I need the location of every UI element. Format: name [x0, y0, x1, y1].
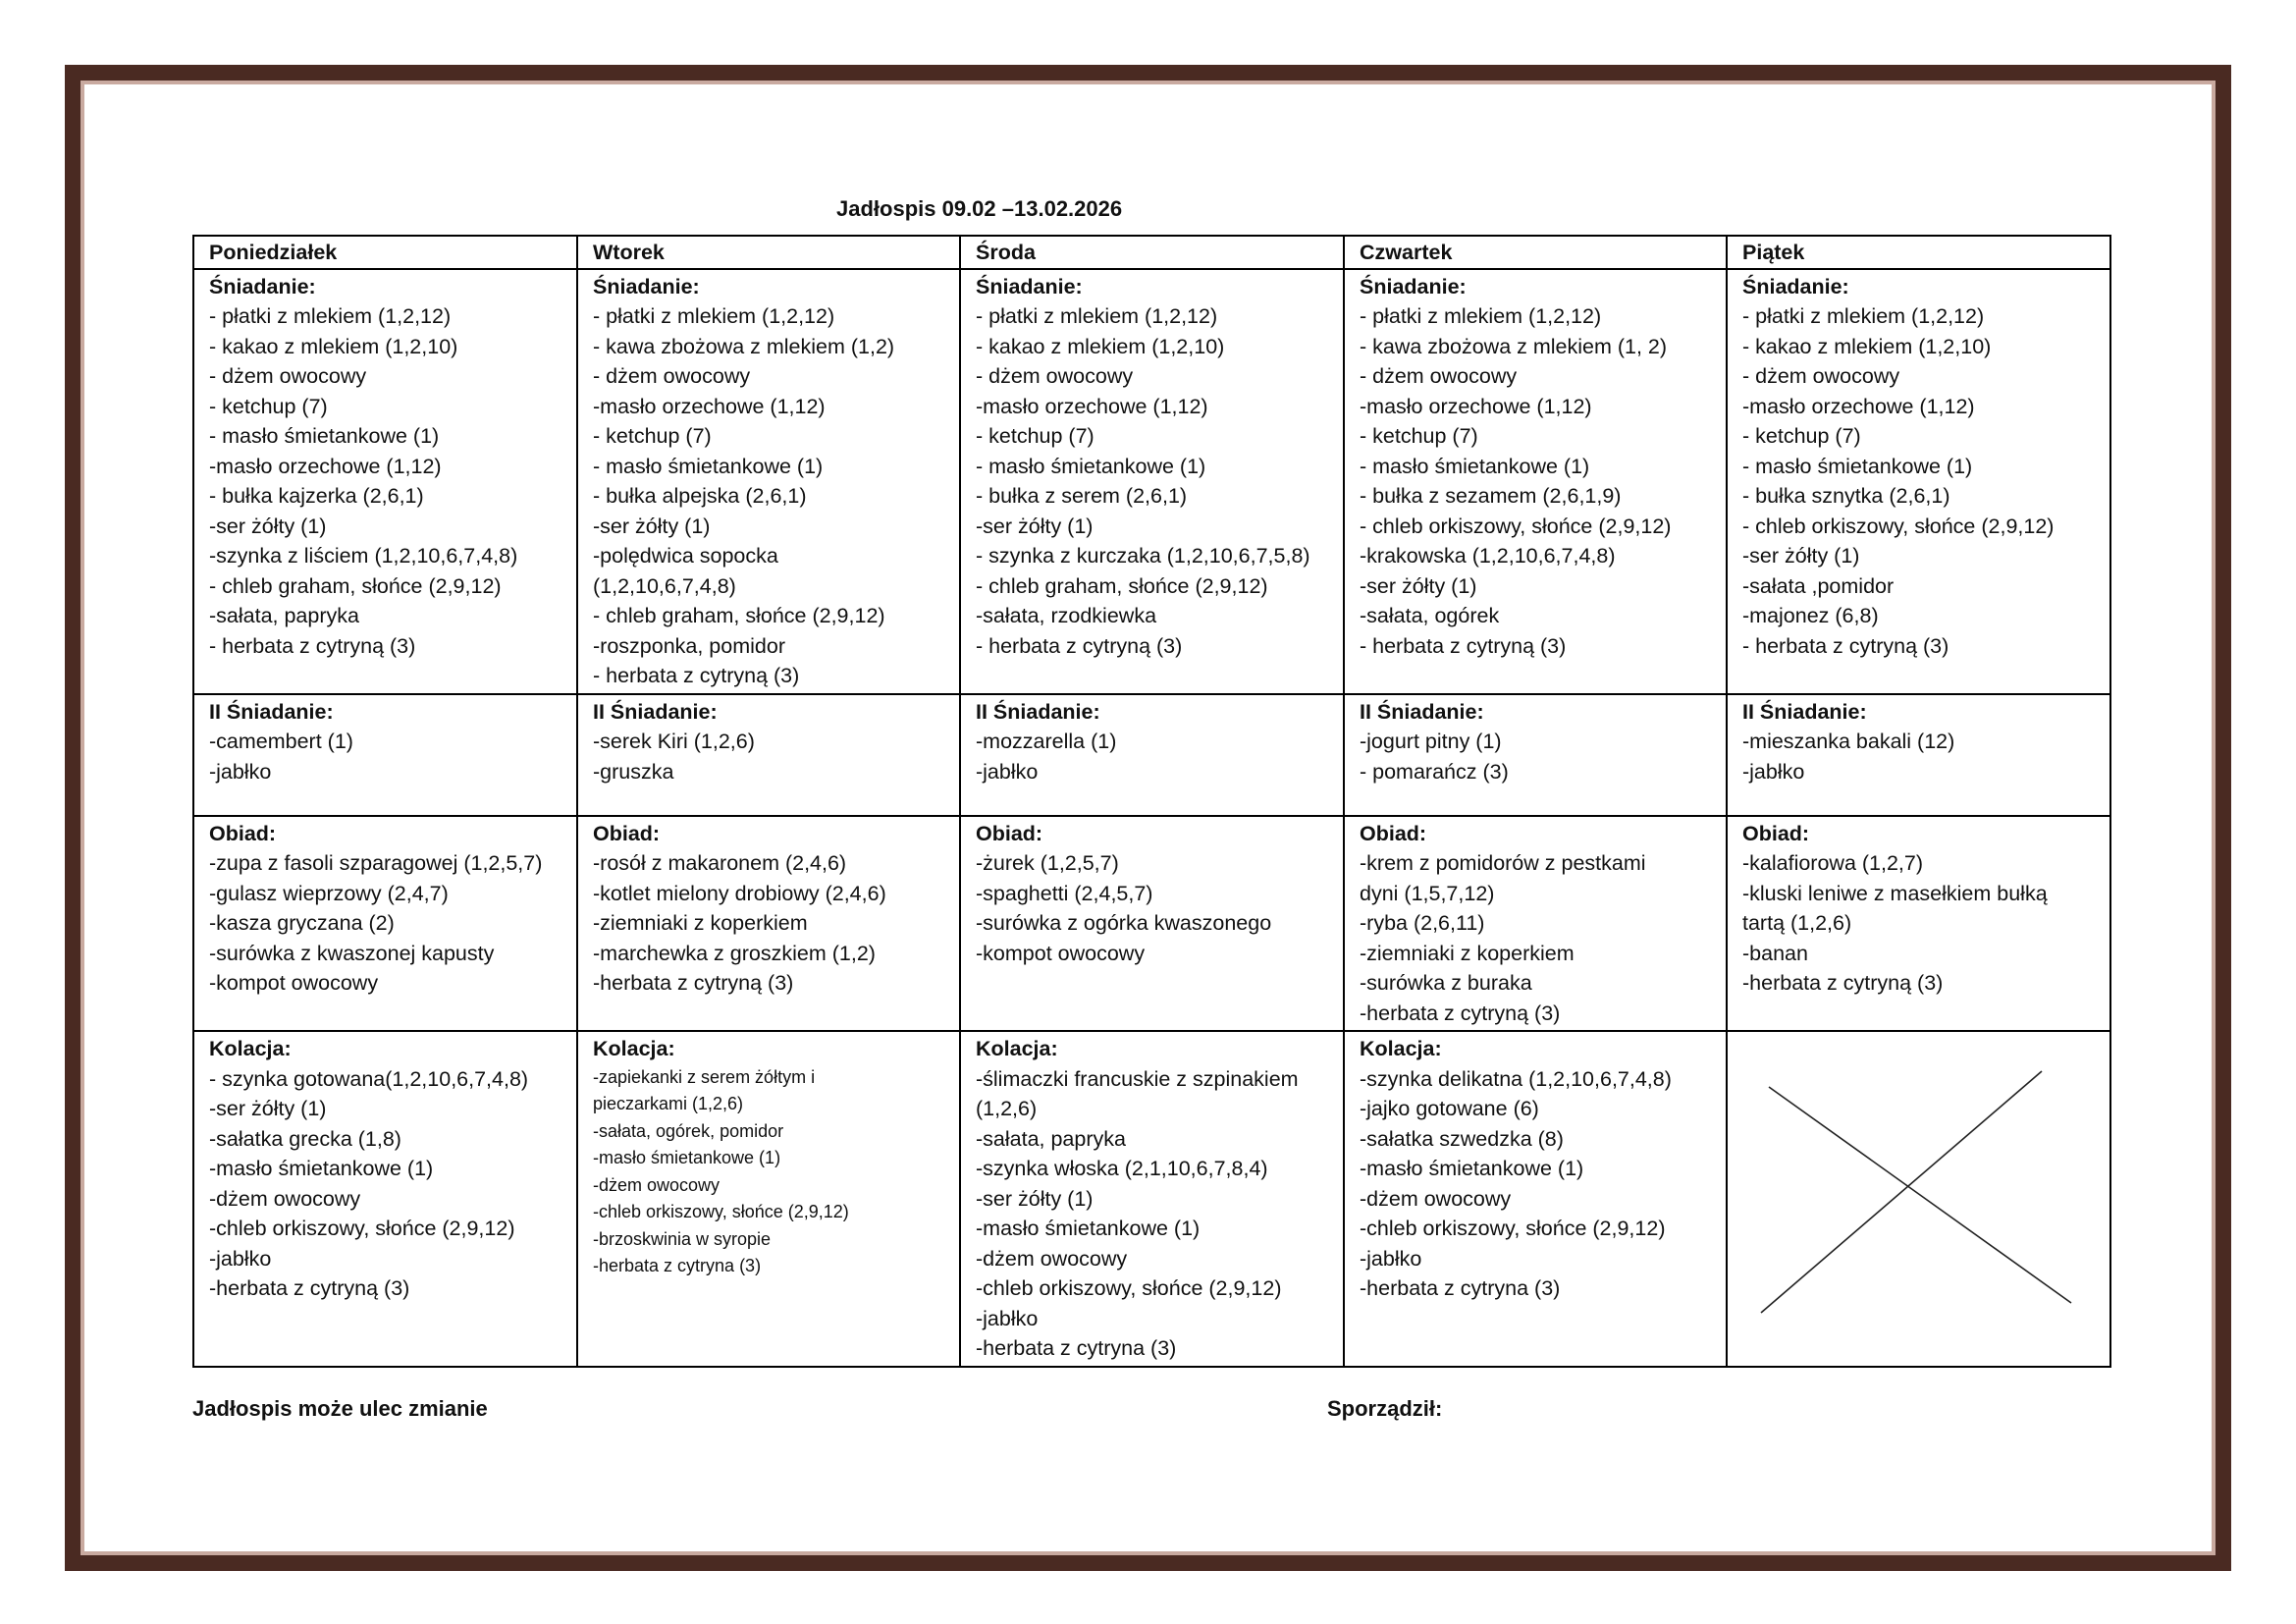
- meal-label: Obiad:: [209, 821, 277, 845]
- meal-cell: [1727, 269, 2110, 694]
- cross-line-2: [1761, 1071, 2042, 1313]
- menu-item: -ziemniaki z koperkiem: [593, 911, 808, 935]
- menu-item: -szynka z liściem (1,2,10,6,7,4,8): [209, 544, 518, 568]
- menu-item: -chleb orkiszowy, słońce (2,9,12): [209, 1217, 515, 1240]
- menu-item: -jabłko: [209, 759, 272, 784]
- menu-item: - chleb graham, słońce (2,9,12): [593, 604, 885, 627]
- menu-item: -herbata z cytryna (3): [593, 1256, 762, 1275]
- menu-item: -brzoskwinia w syropie: [593, 1228, 772, 1249]
- menu-item: - kawa zbożowa z mlekiem (1,2): [593, 334, 895, 358]
- menu-item: - ketchup (7): [1360, 424, 1478, 448]
- meal-cell: [577, 1031, 960, 1367]
- supper-row: [193, 1031, 2110, 1367]
- menu-item: -masło orzechowe (1,12): [593, 394, 826, 418]
- menu-item: -zupa z fasoli szparagowej (1,2,5,7): [209, 851, 543, 875]
- menu-item: -kalafiorowa (1,2,7): [1742, 851, 1924, 875]
- menu-item: -ryba (2,6,11): [1360, 911, 1485, 935]
- menu-item: -masło orzechowe (1,12): [1742, 394, 1975, 418]
- menu-item: -krem z pomidorów z pestkami: [1360, 851, 1646, 875]
- menu-item: - masło śmietankowe (1): [1742, 454, 1973, 478]
- menu-item: - masło śmietankowe (1): [1360, 454, 1590, 478]
- menu-item: -szynka włoska (2,1,10,6,7,8,4): [976, 1157, 1268, 1180]
- meal-label: Obiad:: [1742, 821, 1810, 845]
- menu-item: -herbata z cytryną (3): [209, 1276, 410, 1300]
- weekly-menu-table: [192, 235, 2111, 1368]
- menu-item: dyni (1,5,7,12): [1360, 881, 1495, 905]
- menu-item: -kotlet mielony drobiowy (2,4,6): [593, 881, 886, 905]
- menu-item: -mozzarella (1): [976, 730, 1117, 753]
- menu-item: -masło śmietankowe (1): [976, 1217, 1201, 1240]
- menu-item: -mieszanka bakali (12): [1742, 730, 1955, 753]
- menu-item: - płatki z mlekiem (1,2,12): [209, 304, 452, 328]
- menu-item: -szynka delikatna (1,2,10,6,7,4,8): [1360, 1066, 1672, 1091]
- menu-change-note: Jadłospis może ulec zmianie: [192, 1396, 488, 1421]
- table-header-row: [193, 236, 2110, 269]
- day-header-wednesday: Środa: [960, 236, 1344, 269]
- menu-item: - ketchup (7): [209, 394, 328, 418]
- breakfast-row: [193, 269, 2110, 694]
- meal-cell: [1344, 1031, 1727, 1367]
- menu-item: -ser żółty (1): [209, 514, 327, 538]
- menu-item: -jabłko: [976, 1306, 1039, 1330]
- meal-label: Śniadanie:: [593, 274, 700, 298]
- meal-cell: [1727, 816, 2110, 1032]
- menu-item: -serek Kiri (1,2,6): [593, 730, 755, 753]
- meal-label: Śniadanie:: [1360, 274, 1467, 298]
- meal-cell: [193, 269, 577, 694]
- menu-item: -gulasz wieprzowy (2,4,7): [209, 881, 449, 905]
- meal-label: Śniadanie:: [976, 274, 1083, 298]
- menu-item: -ser żółty (1): [976, 1186, 1094, 1211]
- menu-item: - kakao z mlekiem (1,2,10): [976, 334, 1225, 358]
- menu-item: -zapiekanki z serem żółtym i: [593, 1066, 816, 1087]
- meal-cell: [193, 694, 577, 816]
- meal-label: Kolacja:: [976, 1037, 1058, 1060]
- menu-item: -sałatka szwedzka (8): [1360, 1126, 1564, 1151]
- menu-item: - herbata z cytryną (3): [209, 633, 416, 658]
- menu-item: -sałata, ogórek: [1360, 604, 1500, 627]
- meal-label: Kolacja:: [209, 1037, 292, 1060]
- menu-item: - ketchup (7): [1742, 424, 1861, 448]
- menu-item: -jabłko: [1360, 1246, 1422, 1271]
- meal-label: Obiad:: [1360, 821, 1427, 845]
- menu-item: - herbata z cytryną (3): [1360, 633, 1567, 658]
- menu-item: -herbata z cytryną (3): [593, 971, 794, 995]
- menu-item: - pomarańcz (3): [1360, 759, 1509, 784]
- menu-item: - herbata z cytryną (3): [976, 633, 1183, 658]
- menu-item: -jabłko: [976, 759, 1039, 784]
- menu-item: - dżem owocowy: [1360, 364, 1518, 388]
- meal-label: II Śniadanie:: [593, 699, 718, 724]
- menu-item: - masło śmietankowe (1): [976, 454, 1206, 478]
- menu-item: -herbata z cytryną (3): [1360, 1001, 1561, 1025]
- day-header-monday: Poniedziałek: [193, 236, 577, 269]
- meal-cell: [1344, 816, 1727, 1032]
- menu-item: -herbata z cytryna (3): [976, 1336, 1177, 1360]
- menu-item: tartą (1,2,6): [1742, 911, 1852, 935]
- menu-item: - kakao z mlekiem (1,2,10): [1742, 334, 1992, 358]
- menu-item: -dżem owocowy: [209, 1186, 361, 1211]
- menu-item: -sałata ,pomidor: [1742, 573, 1895, 598]
- menu-item: -ziemniaki z koperkiem: [1360, 941, 1575, 965]
- menu-item: - bułka sznytka (2,6,1): [1742, 484, 1950, 508]
- meal-cell: [193, 816, 577, 1032]
- menu-item: -masło śmietankowe (1): [209, 1157, 434, 1180]
- menu-item: - chleb orkiszowy, słońce (2,9,12): [1360, 514, 1672, 538]
- meal-label: Śniadanie:: [1742, 274, 1849, 298]
- menu-item: - ketchup (7): [593, 424, 712, 448]
- meal-label: Obiad:: [976, 821, 1043, 845]
- day-header-thursday: Czwartek: [1344, 236, 1727, 269]
- menu-item: -rosół z makaronem (2,4,6): [593, 851, 847, 875]
- meal-cell: [577, 694, 960, 816]
- menu-item: -roszponka, pomidor: [593, 633, 785, 658]
- menu-item: -masło orzechowe (1,12): [209, 454, 442, 478]
- menu-item: - płatki z mlekiem (1,2,12): [593, 304, 835, 328]
- menu-item: -dżem owocowy: [593, 1174, 721, 1195]
- menu-item: -banan: [1742, 941, 1808, 965]
- second-breakfast-row: [193, 694, 2110, 816]
- menu-item: -masło orzechowe (1,12): [976, 394, 1208, 418]
- menu-item: -dżem owocowy: [1360, 1186, 1512, 1211]
- meal-cell: [577, 816, 960, 1032]
- menu-item: -sałata, rzodkiewka: [976, 604, 1157, 627]
- menu-item: - szynka z kurczaka (1,2,10,6,7,5,8): [976, 544, 1310, 568]
- menu-item: (1,2,10,6,7,4,8): [593, 573, 736, 598]
- menu-item: - dżem owocowy: [209, 364, 367, 388]
- menu-item: -kasza gryczana (2): [209, 911, 395, 935]
- menu-item: - kakao z mlekiem (1,2,10): [209, 334, 458, 358]
- menu-item: - bułka alpejska (2,6,1): [593, 484, 807, 508]
- menu-item: -masło śmietankowe (1): [1360, 1157, 1584, 1180]
- menu-item: - dżem owocowy: [976, 364, 1134, 388]
- meal-cell: [577, 269, 960, 694]
- meal-cell: [193, 1031, 577, 1367]
- menu-item: - ketchup (7): [976, 424, 1095, 448]
- menu-item: - płatki z mlekiem (1,2,12): [976, 304, 1218, 328]
- menu-item: - herbata z cytryną (3): [593, 664, 800, 687]
- menu-item: - chleb orkiszowy, słońce (2,9,12): [1742, 514, 2055, 538]
- menu-item: -jogurt pitny (1): [1360, 730, 1502, 753]
- menu-item: -kompot owocowy: [209, 971, 379, 995]
- meal-cell: [960, 816, 1344, 1032]
- menu-item: -majonez (6,8): [1742, 604, 1879, 627]
- meal-label: Obiad:: [593, 821, 661, 845]
- meal-label: II Śniadanie:: [976, 699, 1100, 724]
- menu-item: -chleb orkiszowy, słońce (2,9,12): [976, 1276, 1282, 1300]
- meal-cell: [1727, 694, 2110, 816]
- meal-cell: [1344, 694, 1727, 816]
- menu-item: (1,2,6): [976, 1097, 1038, 1120]
- menu-item: -kompot owocowy: [976, 941, 1146, 965]
- cross-line-1: [1769, 1087, 2071, 1303]
- menu-item: -jabłko: [209, 1246, 272, 1271]
- menu-item: - bułka z sezamem (2,6,1,9): [1360, 484, 1622, 508]
- meal-label: Kolacja:: [1360, 1037, 1442, 1060]
- menu-item: -herbata z cytryną (3): [1742, 971, 1944, 995]
- menu-item: -kluski leniwe z masełkiem bułką: [1742, 881, 2048, 905]
- menu-item: -polędwica sopocka: [593, 544, 778, 568]
- menu-item: -spaghetti (2,4,5,7): [976, 881, 1153, 905]
- menu-item: -ser żółty (1): [976, 514, 1094, 538]
- menu-item: - szynka gotowana(1,2,10,6,7,4,8): [209, 1066, 529, 1091]
- menu-title: Jadłospis 09.02 –13.02.2026: [836, 196, 1123, 221]
- menu-item: -dżem owocowy: [976, 1246, 1128, 1271]
- menu-item: -jabłko: [1742, 759, 1805, 784]
- menu-item: -surówka z kwaszonej kapusty: [209, 941, 495, 965]
- day-header-friday: Piątek: [1727, 236, 2110, 269]
- menu-item: -chleb orkiszowy, słońce (2,9,12): [1360, 1217, 1666, 1240]
- cross-out-mark: [1728, 1032, 2110, 1360]
- day-header-tuesday: Wtorek: [577, 236, 960, 269]
- menu-item: pieczarkami (1,2,6): [593, 1094, 744, 1113]
- menu-item: - płatki z mlekiem (1,2,12): [1742, 304, 1985, 328]
- menu-item: - chleb graham, słońce (2,9,12): [976, 573, 1268, 598]
- menu-item: - masło śmietankowe (1): [209, 424, 440, 448]
- menu-item: -ser żółty (1): [593, 514, 711, 538]
- menu-item: -ser żółty (1): [209, 1097, 327, 1120]
- lunch-row: [193, 816, 2110, 1032]
- menu-item: - bułka kajzerka (2,6,1): [209, 484, 424, 508]
- menu-item: -camembert (1): [209, 730, 353, 753]
- menu-item: -jajko gotowane (6): [1360, 1097, 1539, 1120]
- menu-item: -ser żółty (1): [1742, 544, 1860, 568]
- menu-item: - chleb graham, słońce (2,9,12): [209, 573, 502, 598]
- meal-cell: [1344, 269, 1727, 694]
- menu-item: -sałata, papryka: [209, 604, 359, 627]
- menu-item: -surówka z ogórka kwaszonego: [976, 911, 1272, 935]
- menu-item: - herbata z cytryną (3): [1742, 633, 1949, 658]
- meal-label: II Śniadanie:: [209, 699, 334, 724]
- menu-item: -sałata, ogórek, pomidor: [593, 1120, 784, 1141]
- menu-item: -gruszka: [593, 759, 674, 784]
- menu-item: - masło śmietankowe (1): [593, 454, 824, 478]
- menu-item: -masło orzechowe (1,12): [1360, 394, 1592, 418]
- meal-label: Śniadanie:: [209, 274, 316, 298]
- menu-item: - dżem owocowy: [1742, 364, 1900, 388]
- menu-item: -ser żółty (1): [1360, 573, 1477, 598]
- menu-item: - bułka z serem (2,6,1): [976, 484, 1188, 508]
- menu-item: -żurek (1,2,5,7): [976, 851, 1119, 875]
- menu-item: -krakowska (1,2,10,6,7,4,8): [1360, 544, 1616, 568]
- meal-cell: [960, 269, 1344, 694]
- menu-item: -herbata z cytryna (3): [1360, 1276, 1561, 1300]
- meal-label: II Śniadanie:: [1360, 699, 1484, 724]
- meal-label: II Śniadanie:: [1742, 699, 1867, 724]
- empty-cell-crossed: [1727, 1031, 2110, 1367]
- prepared-by-label: Sporządził:: [1327, 1396, 1443, 1421]
- menu-item: -sałatka grecka (1,8): [209, 1126, 401, 1151]
- menu-item: - płatki z mlekiem (1,2,12): [1360, 304, 1602, 328]
- menu-item: - dżem owocowy: [593, 364, 751, 388]
- menu-item: -sałata, papryka: [976, 1126, 1126, 1151]
- menu-item: -chleb orkiszowy, słońce (2,9,12): [593, 1202, 849, 1221]
- meal-label: Kolacja:: [593, 1037, 675, 1060]
- meal-cell: [960, 694, 1344, 816]
- menu-item: -ślimaczki francuskie z szpinakiem: [976, 1066, 1299, 1091]
- menu-item: -masło śmietankowe (1): [593, 1148, 781, 1167]
- menu-item: -surówka z buraka: [1360, 971, 1532, 995]
- meal-cell: [960, 1031, 1344, 1367]
- menu-item: -marchewka z groszkiem (1,2): [593, 941, 876, 965]
- menu-item: - kawa zbożowa z mlekiem (1, 2): [1360, 334, 1668, 358]
